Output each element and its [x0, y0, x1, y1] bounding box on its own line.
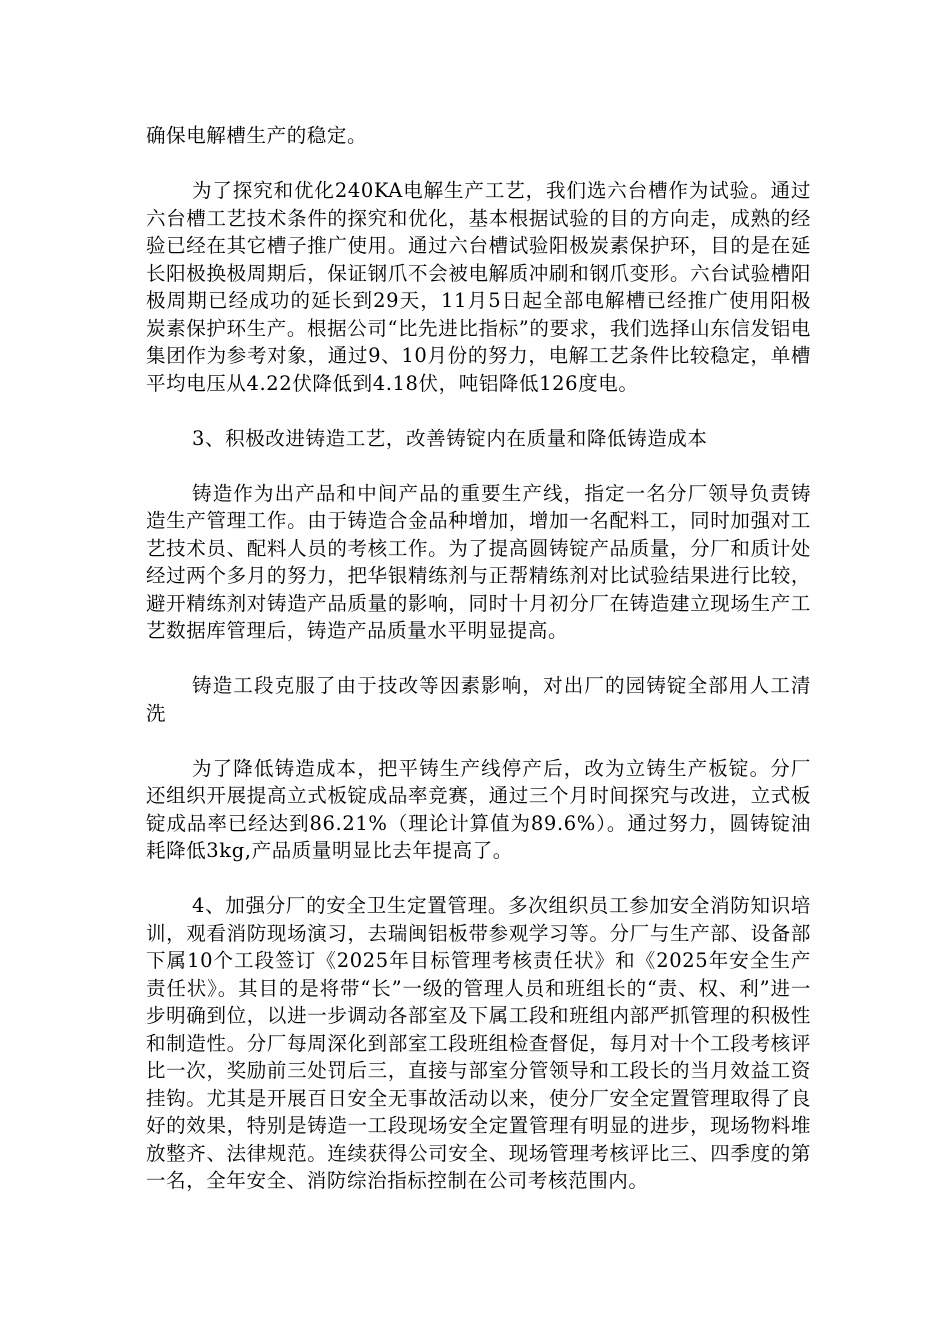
paragraph-casting-cleaning: 铸造工段克服了由于技改等因素影响，对出厂的园铸锭全部用人工清洗 [146, 674, 811, 725]
section-heading-casting: 3、积极改进铸造工艺，改善铸锭内在质量和降低铸造成本 [192, 426, 708, 450]
document-body [146, 122, 811, 1222]
paragraph-continuation: 确保电解槽生产的稳定。 [146, 124, 368, 147]
paragraph-electrolysis-process: 为了探究和优化240KA电解生产工艺，我们选六台槽作为试验。通过六台槽工艺技术条件的探究和优化，基本根据试验的目的方向走，成熟的经验已经在其它槽子推广使用。通过六台槽试验阳极炭素保护环，目的是在延长阳极换极周期后，保证钢爪不会被电解质冲刷和钢爪变形。六台试验槽阳极周期已经成功的延长到29天，11月5日起全部电解槽已经推广使用阳极炭素保护环生产。根据公司“比先进比指标”的要求，我们选择山东信发铝电集团作为参考对象，通过9、10月份的努力，电解工艺条件比较稳定，单槽平均电压从4.22伏降低到4.18伏，吨铝降低126度电。 [146, 179, 811, 395]
paragraph-safety-management: 4、加强分厂的安全卫生定置管理。多次组织员工参加安全消防知识培训，观看消防现场演习，去瑞闽铝板带参观学习等。分厂与生产部、设备部下属10个工段签订《2025年目标管理考核责任状》和《2025年安全生产责任状》。其目的是将带“长”一级的管理人员和班组长的“责、权、利”进一步明确到位，以进一步调动各部室及下属工段和班组内部严抓管理的积极性和制造性。分厂每周深化到部室工段班组检查督促，每月对十个工段考核评比一次，奖励前三处罚后三，直接与部室分管领导和工段长的当月效益工资挂钩。尤其是开展百日安全无事故活动以来，使分厂安全定置管理取得了良好的效果，特别是铸造一工段现场安全定置管理有明显的进步，现场物料堆放整齐、法律规范。连续获得公司安全、现场管理考核评比三、四季度的第一名，全年安全、消防综治指标控制在公司考核范围内。 [146, 894, 811, 1192]
paragraph-casting-cost: 为了降低铸造成本，把平铸生产线停产后，改为立铸生产板锭。分厂还组织开展提高立式板锭成品率竞赛，通过三个月时间探究与改进，立式板锭成品率已经达到86.21%（理论计算值为89.6%）。通过努力，圆铸锭油耗降低3kg,产品质量明显比去年提高了。 [146, 756, 811, 862]
paragraph-casting-management: 铸造作为出产品和中间产品的重要生产线，指定一名分厂领导负责铸造生产管理工作。由于铸造合金品种增加，增加一名配料工，同时加强对工艺技术员、配料人员的考核工作。为了提高圆铸锭产品质量，分厂和质计处经过两个多月的努力，把华银精练剂与正帮精练剂对比试验结果进行比较，避开精练剂对铸造产品质量的影响，同时十月初分厂在铸造建立现场生产工艺数据库管理后，铸造产品质量水平明显提高。 [146, 481, 811, 642]
